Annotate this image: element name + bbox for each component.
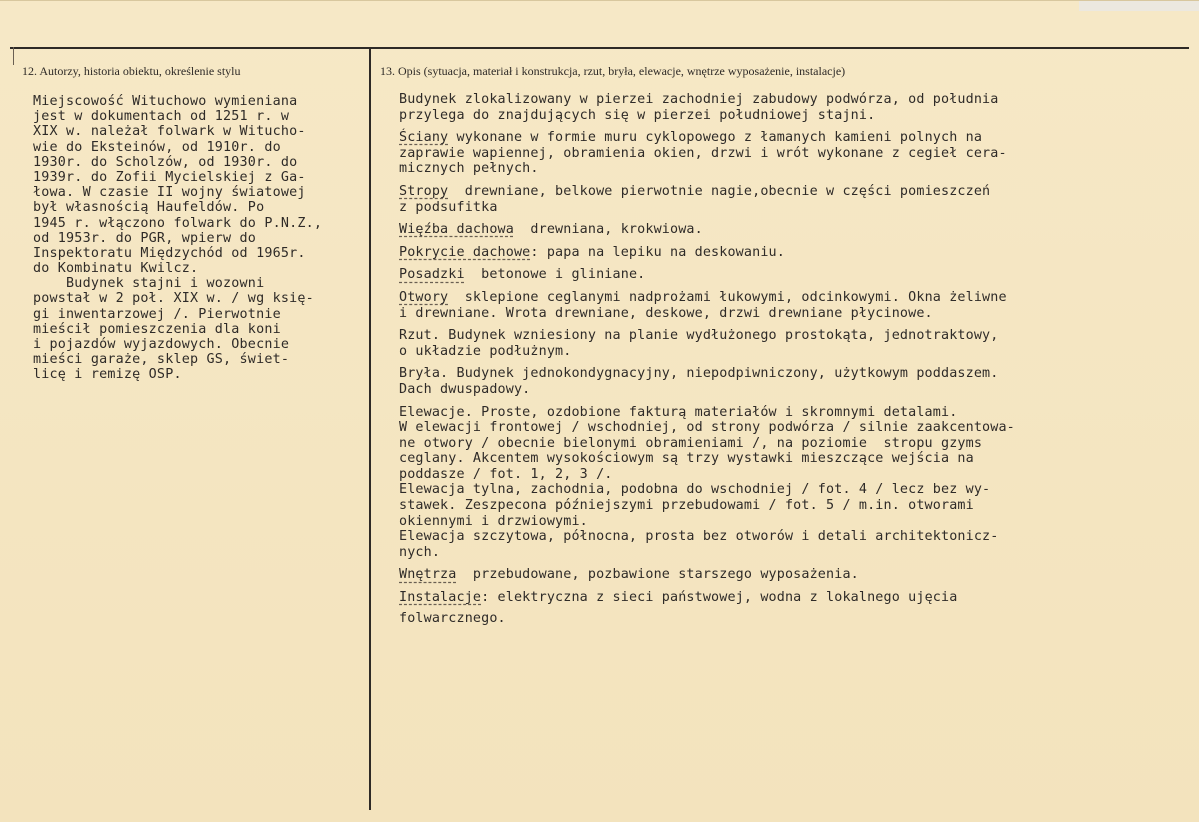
text-fragment: wykonane w formie muru cyklopowego z łamanych kamieni polnych na [448, 130, 983, 146]
roof-truss-term: Więźba dachowa [399, 222, 514, 238]
installations-paragraph [399, 590, 1189, 626]
history-line: 1945 r. włączono folwark do P.N.Z., [33, 215, 323, 231]
text-fragment: sklepione ceglanymi nadprożami łukowymi, odcinkowymi. Okna żeliwne [448, 289, 1007, 305]
roofing-paragraph [399, 245, 1189, 261]
text-line [399, 590, 1189, 606]
text-line [399, 567, 1189, 583]
text-line [399, 267, 1189, 283]
text-line: i drewniane. Wrota drewniane, deskowe, drzwi drewniane płycinowe. [399, 305, 933, 321]
interiors-paragraph [399, 567, 1189, 583]
installations-term: Instalacje [399, 590, 482, 606]
text-fragment: : elektryczna z sieci państwowej, wodna z lokalnego ujęcia [481, 590, 958, 606]
text-line: Elewacja tylna, zachodnia, podobna do wschodniej / fot. 4 / lecz bez wy- [399, 482, 991, 498]
history-line: był własnością Haufeldów. Po [33, 200, 265, 216]
text-fragment: drewniana, krokwiowa. [513, 222, 703, 238]
floors-term: Posadzki [399, 267, 465, 283]
history-line: 1930r. do Scholzów, od 1930r. do [33, 154, 298, 170]
section-13-heading: 13. Opis (sytuacja, materiał i konstrukcja, rzut, bryła, elewacje, wnętrze wyposażenie, instalacje) [380, 64, 846, 78]
history-line: jest w dokumentach od 1251 r. w [33, 109, 290, 125]
text-line: ceglany. Akcentem wysokościowym są trzy wystawki mieszczące wejścia na [399, 451, 974, 467]
text-line: zaprawie wapiennej, obramienia okien, drzwi i wrót wykonane z cegieł cera- [399, 145, 1007, 161]
text-line: Elewacje. Proste, ozdobione fakturą materiałów i skromnymi detalami. [399, 404, 958, 420]
history-line: i pojazdów wyjazdowych. Obecnie [33, 337, 290, 352]
elevations-paragraph [399, 405, 1189, 561]
history-line: łowa. W czasie II wojny światowej [33, 185, 306, 201]
text-line [399, 130, 1189, 146]
text-line: ne otwory / obecnie bielonymi obramieniami /, na poziomie stropu gzyms [399, 435, 983, 451]
history-line: mieścił pomieszczenia dla koni [33, 321, 281, 337]
text-line [399, 290, 1189, 306]
text-line: Dach dwuspadowy. [399, 381, 531, 397]
openings-paragraph [399, 290, 1189, 321]
plan-paragraph [399, 328, 1189, 359]
roofing-term: Pokrycie dachowe [399, 244, 531, 260]
walls-paragraph [399, 130, 1189, 177]
history-line: od 1953r. do PGR, wpierw do [33, 230, 257, 246]
history-line: wie do Eksteinów, od 1910r. do [33, 139, 281, 155]
ceilings-paragraph [399, 184, 1189, 215]
text-line: o układzie podłużnym. [399, 343, 572, 359]
floors-paragraph [399, 267, 1189, 283]
text-line: Elewacja szczytowa, północna, prosta bez otworów i detali architektonicz- [399, 529, 999, 545]
history-line: licę i remizę OSP. [33, 367, 182, 383]
history-line: XIX w. należał folwark w Wituchо- [33, 124, 306, 140]
history-line: mieści garaże, sklep GS, świet- [33, 352, 290, 368]
history-line: gi inwentarzowej /. Pierwotnie [33, 306, 281, 322]
text-line: okiennymi i drzwiowymi. [399, 513, 588, 529]
walls-term: Ściany [399, 130, 449, 146]
roof-truss-paragraph [399, 222, 1189, 238]
history-line: do Kombinatu Kwilcz. [33, 261, 199, 277]
text-line: poddasze / fot. 1, 2, 3 /. [399, 466, 613, 482]
history-line: Miejscowość Wituchowo wymieniana [33, 94, 298, 109]
text-line [399, 222, 1189, 238]
text-line: folwarcznego. [399, 610, 506, 626]
text-line: z podsufitka [399, 199, 498, 215]
text-fragment: przebudowane, pozbawione starszego wyposażenia. [456, 567, 859, 583]
left-tick [13, 47, 14, 65]
text-line: Budynek zlokalizowany w pierzei zachodniej zabudowy podwórza, od południa [399, 92, 999, 107]
massing-paragraph [399, 366, 1189, 397]
text-fragment: : papa na lepiku na deskowaniu. [530, 244, 785, 260]
description-text [399, 92, 1189, 633]
text-fragment: drewniane, belkowe pierwotnie nagie,obecnie w części pomieszczeń [448, 183, 991, 199]
openings-term: Otwory [399, 289, 449, 305]
history-line: Budynek stajni i wozowni [33, 276, 265, 292]
history-text [33, 94, 373, 383]
location-paragraph [399, 92, 1189, 123]
text-line: Rzut. Budynek wzniesiony na planie wydłużonego prostokąta, jednotraktowy, [399, 328, 999, 344]
header-rule [10, 47, 1189, 49]
interiors-term: Wnętrza [399, 567, 457, 583]
text-line [399, 245, 1189, 261]
section-12-heading: 12. Autorzy, historia obiektu, określenie stylu [22, 64, 241, 78]
history-line: 1939r. do Zofii Mycielskiej z Ga- [33, 169, 306, 185]
ceilings-term: Stropy [399, 183, 449, 199]
text-line: Bryła. Budynek jednokondygnacyjny, niepodpiwniczony, użytkowym poddaszem. [399, 366, 999, 382]
text-line: stawek. Zeszpecona późniejszymi przebudowami / fot. 5 / m.in. otworami [399, 498, 974, 514]
corner-mark [1079, 1, 1199, 11]
history-line: powstał w 2 poł. XIX w. / wg księ- [33, 291, 314, 307]
text-fragment: betonowe i gliniane. [464, 267, 646, 283]
text-line: micznych pełnych. [399, 161, 539, 177]
text-line: W elewacji frontowej / wschodniej, od strony podwórza / silnie zaakcentowa- [399, 420, 1015, 436]
text-line [399, 184, 1189, 200]
text-line: przylega do znajdujących się w pierzei południowej stajni. [399, 107, 876, 123]
history-line: Inspektoratu Międzychód od 1965r. [33, 245, 306, 261]
text-line: nych. [399, 544, 441, 560]
